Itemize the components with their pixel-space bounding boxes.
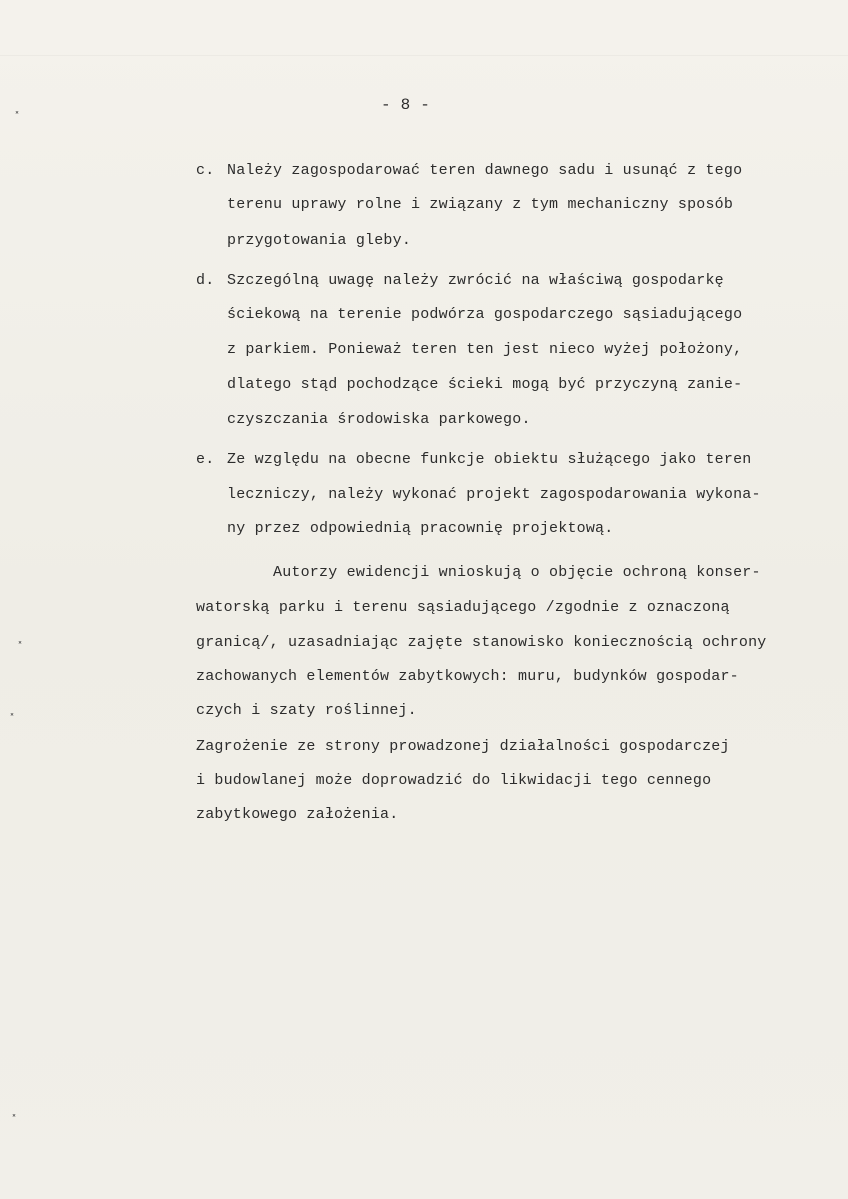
paragraph-line: ny przez odpowiednią pracownię projektową. [227, 520, 614, 537]
conclusion-line: zachowanych elementów zabytkowych: muru, budynków gospodar- [196, 668, 739, 685]
margin-mark: ˟ [11, 1113, 18, 1127]
paragraph-line: ściekową na terenie podwórza gospodarczego sąsiadującego [227, 306, 743, 323]
conclusion-line: Zagrożenie ze strony prowadzonej działalności gospodarczej [196, 738, 730, 755]
list-item-label: e. [196, 451, 215, 468]
paragraph-line: Należy zagospodarować teren dawnego sadu i usunąć z tego [227, 162, 743, 179]
list-item-label: d. [196, 272, 215, 289]
conclusion-line: Autorzy ewidencji wnioskują o objęcie ochroną konser- [273, 564, 761, 581]
conclusion-line: granicą/, uzasadniając zajęte stanowisko koniecznością ochrony [196, 634, 767, 651]
paragraph-line: przygotowania gleby. [227, 232, 412, 249]
margin-mark: ˟ [17, 640, 24, 654]
paragraph-line: leczniczy, należy wykonać projekt zagospodarowania wykona- [227, 486, 761, 503]
paragraph-line: dlatego stąd pochodzące ścieki mogą być przyczyną zanie- [227, 376, 743, 393]
margin-mark: ˟ [9, 712, 16, 726]
conclusion-line: i budowlanej może doprowadzić do likwidacji tego cennego [196, 772, 712, 789]
list-item-label: c. [196, 162, 215, 179]
paragraph-line: Szczególną uwagę należy zwrócić na właściwą gospodarkę [227, 272, 724, 289]
conclusion-line: zabytkowego założenia. [196, 806, 399, 823]
conclusion-line: czych i szaty roślinnej. [196, 702, 417, 719]
paper-texture-line [0, 55, 848, 56]
margin-mark: ˟ [14, 110, 21, 124]
page-number: - 8 - [381, 96, 431, 114]
paragraph-line: terenu uprawy rolne i związany z tym mechaniczny sposób [227, 196, 734, 213]
paragraph-line: Ze względu na obecne funkcje obiektu służącego jako teren [227, 451, 752, 468]
conclusion-line: watorską parku i terenu sąsiadującego /zgodnie z oznaczoną [196, 599, 730, 616]
paragraph-line: z parkiem. Ponieważ teren ten jest nieco wyżej położony, [227, 341, 743, 358]
paragraph-line: czyszczania środowiska parkowego. [227, 411, 531, 428]
